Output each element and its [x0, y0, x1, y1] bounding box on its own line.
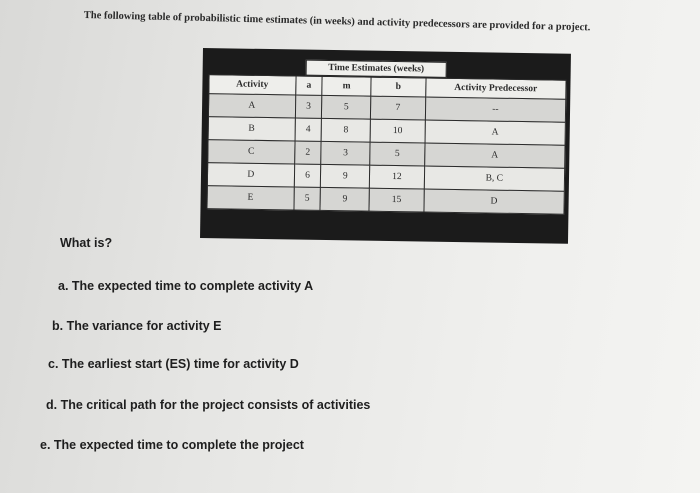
cell-b: 15	[369, 188, 424, 212]
question-d: d. The critical path for the project consists of activities	[46, 398, 371, 412]
header-activity: Activity	[209, 75, 296, 95]
cell-activity: D	[207, 163, 294, 187]
intro-text: The following table of probabilistic time estimates (in weeks) and activity predecessors are provided for a project.	[83, 10, 591, 34]
cell-predecessor: D	[424, 189, 565, 214]
time-estimates-table	[200, 48, 571, 244]
header-m: m	[322, 76, 371, 96]
cell-b: 10	[370, 119, 425, 143]
cell-b: 5	[370, 142, 425, 166]
cell-activity: C	[208, 140, 295, 164]
question-c: c. The earliest start (ES) time for activity D	[48, 357, 299, 371]
cell-m: 9	[320, 187, 369, 211]
cell-a: 6	[294, 164, 321, 187]
cell-b: 7	[370, 96, 425, 120]
cell-a: 4	[295, 118, 322, 141]
cell-predecessor: A	[424, 143, 565, 168]
header-predecessor: Activity Predecessor	[425, 78, 566, 99]
time-estimates-header: Time Estimates (weeks)	[306, 60, 447, 78]
header-a: a	[295, 76, 322, 95]
cell-m: 3	[321, 141, 370, 165]
cell-activity: E	[207, 186, 294, 210]
question-b: b. The variance for activity E	[52, 319, 222, 333]
cell-a: 3	[295, 95, 322, 118]
cell-predecessor: B, C	[424, 166, 565, 191]
cell-m: 8	[321, 118, 370, 142]
cell-predecessor: A	[425, 120, 566, 145]
activity-table	[206, 74, 566, 215]
cell-a: 5	[294, 187, 321, 210]
table-row	[207, 186, 564, 215]
cell-m: 5	[322, 95, 371, 119]
prompt-text: What is?	[60, 236, 113, 250]
cell-predecessor: --	[425, 97, 566, 122]
cell-activity: A	[208, 94, 295, 118]
question-a: a. The expected time to complete activity A	[58, 279, 314, 293]
header-b: b	[371, 77, 426, 97]
cell-activity: B	[208, 117, 295, 141]
cell-m: 9	[321, 164, 370, 188]
question-e: e. The expected time to complete the project	[40, 438, 304, 452]
cell-a: 2	[294, 141, 321, 164]
cell-b: 12	[369, 165, 424, 189]
